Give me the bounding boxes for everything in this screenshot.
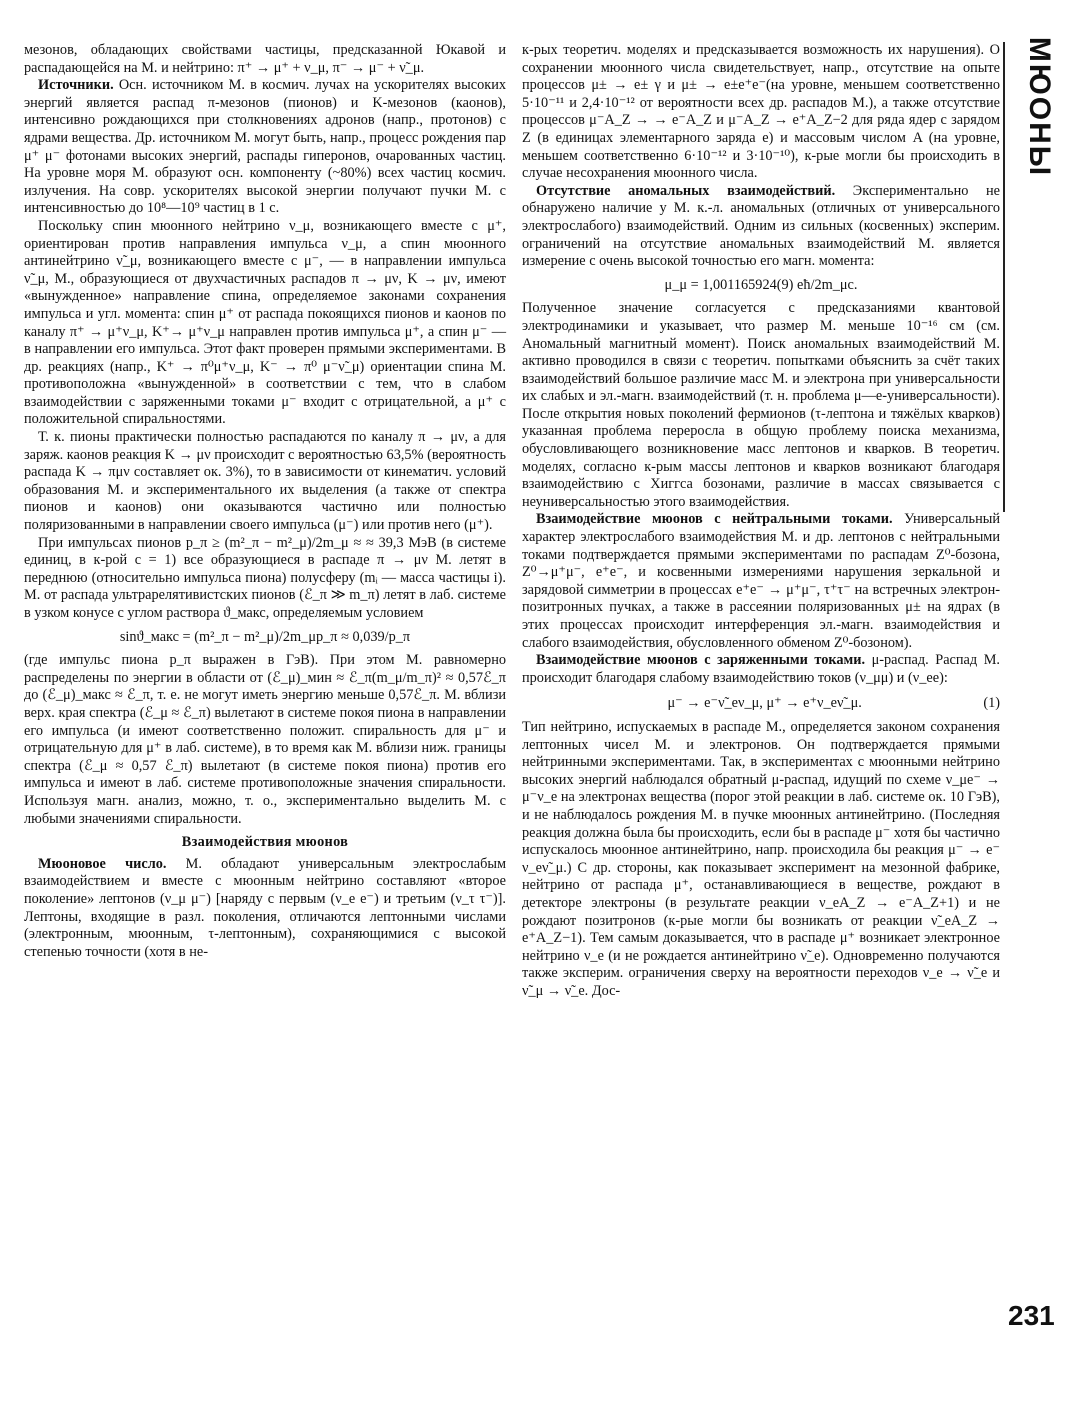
text-sources: Осн. источником М. в космич. лучах на ускорителях высоких энергий является распад π-мезонов (пионов) и K-мезонов (каонов), интенсивно рождающихся при столкновениях адронов (напр., протонов) с ядрами вещества. Др. источником М. могут быть, напр., процесс рождения пар μ⁺ μ⁻ фотонами высоких энергий, распады гиперонов, очарованных частиц. На уровне моря М. образуют осн. компоненту (~80%) всех частиц космич. излучения. На совр. ускорителях высокой энергии получают пучки М. с интенсивностью до 10⁸—10⁹ частиц в 1 с. bbox=[24, 77, 506, 217]
formula-muon-decay-body: μ⁻ → e⁻ν̃_eν_μ, μ⁺ → e⁺ν_eν̃_μ. bbox=[667, 695, 862, 712]
paragraph-anomalous bbox=[522, 183, 1000, 271]
heading-muon-number: Мюоновое число. bbox=[38, 855, 167, 872]
paragraph-sources bbox=[24, 77, 506, 218]
paragraph-pion-momenta: При импульсах пионов p_π ≥ (m²_π − m²_μ)/2m_μ ≈ ≈ 39,3 МэВ (в системе единиц, в к-рой c = 1) все образующиеся в распаде π → μν М. летят в переднюю (относительно импульса пиона) полусферу (mᵢ — масса частицы i). М. от распада ультрарелятивистских пионов (ℰ_π ≫ m_π) летят в лаб. системе в узком конусе с углом раствора ϑ_макс, определяемым условием bbox=[24, 534, 506, 621]
paragraph-qed-agreement: Полученное значение согласуется с предсказаниями квантовой электродинамики и указывает, что размер М. меньше 10⁻¹⁶ см (см. Аномальный магнитный момент). Поиск аномальных взаимодействий М. активно проводился в связи с теоретич. попытками объяснить за счёт таких взаимодействий большое различие масс М. и электрона при универсальности их слабых и эл.-магн. взаимодействий (т. н. проблема μ—e-универсальности). После открытия новых поколений фермионов (τ-лептона и тяжёлых кварков) указанная проблема переросла в общую проблему поиска механизма, обусловливающего возникновение масс лептонов и кварков. В теоретич. моделях, согласно к-рым массы лептонов и кварков возникают благодаря взаимодействию с Хиггса бозонами, различие в массах связывается с неуниверсальностью этого взаимодействия. bbox=[522, 300, 1000, 510]
left-column bbox=[24, 42, 506, 961]
paragraph-neutrino-type: Тип нейтрино, испускаемых в распаде М., определяется законом сохранения лептонных чисел М. и электронов. Он подтверждается прямыми нейтринными экспериментами. Так, в экспериментах с мюонными нейтрино высоких энергий наблюдался обратный μ-распад, идущий по схеме ν_μe⁻ → μ⁻ν_e на электронах вещества (порог этой реакции в лаб. системе ок. 10 ГэВ), и не наблюдалось рождения М. в пучке мюонных антинейтрино. (Последняя реакция должна была бы происходить, если бы в распаде μ⁻ хотя бы частично испускалось мюонное антинейтрино, напр. происходила бы реакция μ⁻ → e⁻ ν_eν̃_μ.) С др. стороны, как показывает эксперимент на мезонной фабрике, нейтрино от распада μ⁺, останавливающиеся в веществе, рождают в детекторе электроны (в результате реакции ν_eA_Z → e⁻A_Z+1) и не рождают позитронов (к-рые могли бы возникать от реакции ν̃_eA_Z → e⁺A_Z−1). Тем самым доказывается, что в распаде μ⁺ возникает электронное нейтрино ν_e (и не рождается антинейтрино ν̃_e). Одновременно получаются также эксперим. ограничения сверху на вероятности переходов ν_e → ν̃_e и ν̃_μ → ν̃_e. Дос- bbox=[522, 718, 1000, 999]
paragraph-neutral-currents bbox=[522, 511, 1000, 652]
running-head bbox=[1012, 36, 1066, 178]
page-number: 231 bbox=[1008, 1300, 1055, 1331]
paragraph-spin: Поскольку спин мюонного нейтрино ν_μ, возникающего вместе с μ⁺, ориентирован против направления импульса ν_μ, а спин мюонного антинейтрино ν̃_μ, возникающего вместе с μ⁻, — в направлении импульса ν̃_μ, М., образующиеся от двухчастичных распадов π → μν, K → μν, имеют «вынужденное» направление спина, определяемое законами сохранения импульса и угл. момента: спин μ⁺ от распада покоящихся пионов и каонов по каналу π⁺ → μ⁺ν_μ, K⁺→ μ⁺ν_μ направлен против импульса μ⁺, а спин μ⁻ — в направлении его импульса. Этот факт проверен прямыми экспериментами. В др. реакциях (напр., K⁺ → π⁰μ⁺ν_μ, K⁻ → π⁰ μ⁻ν̃_μ) ориентации спина М. противоположна «вынужденной» в соответствии с тем, что в слабом взаимодействии с заряженными токами μ⁻ входит с отрицательной, а μ⁺ с положительной спиральностями. bbox=[24, 217, 506, 428]
running-head-text: МЮОНЫ bbox=[1023, 36, 1056, 178]
text-charged-currents: μ-распад. Распад М. происходит благодаря слабому взаимодействию токов (ν_μμ) и (ν_ee): bbox=[522, 652, 1000, 686]
heading-charged-currents: Взаимодействие мюонов с заряженными токами. bbox=[536, 652, 866, 669]
paragraph-muon-number bbox=[24, 856, 506, 962]
margin-rule bbox=[1003, 42, 1005, 512]
text-neutral-currents: Универсальный характер электрослабого взаимодействия М. и др. лептонов с нейтральными токами подтверждается прямыми экспериментами по распадам Z⁰-бозона, Z⁰→μ⁺μ⁻, e⁺e⁻, и косвенными измерениями нарушения зеркальной и зарядовой симметрии в процессах e⁺e⁻ → μ⁺μ⁻, τ⁺τ⁻ на встречных электрон-позитронных пучках, а также в рассеянии поляризованных μ± на ядрах (в этих процессах происходит интерференция эл.-магн. взаимодействия и слабого взаимодействия, обусловленного обменом Z⁰-бозоном). bbox=[522, 511, 1000, 651]
formula-muon-decay bbox=[522, 695, 1000, 713]
heading-sources: Источники. bbox=[38, 77, 114, 94]
paragraph-pion-decay: мезонов, обладающих свойствами частицы, предсказанной Юкавой и распадающейся на М. и нейтрино: π⁺ → μ⁺ + ν_μ, π⁻ → μ⁻ + ν̃_μ. bbox=[24, 42, 506, 76]
paragraph-energy-distribution: (где импульс пиона p_π выражен в ГэВ). При этом М. равномерно распределены по энергии в области от (ℰ_μ)_мин ≈ ℰ_π(m_μ/m_π)² ≈ 0,57ℰ_π до (ℰ_μ)_макс ≈ ℰ_π, т. е. не могут иметь энергию меньше 0,57ℰ_π. М. вблизи верх. края спектра (ℰ_μ ≈ ℰ_π) вылетают в системе покоя пиона в направлении его импульса (и имеют соответственно положит. спиральность для μ⁻ и отрицательную для μ⁺ в лаб. системе), в то время как М. вблизи ниж. границы спектра (ℰ_μ ≈ 0,57 ℰ_π) вылетают (в системе покоя пиона) против его импульса и имеют в лаб. системе противоположные значения спиральности. Используя магн. анализ, можно, т. о., экспериментально выделить М. с любыми значениями спиральности. bbox=[24, 652, 506, 827]
section-heading-interactions: Взаимодействия мюонов bbox=[181, 834, 349, 851]
paragraph-polarization: Т. к. пионы практически полностью распадаются по каналу π → μν, а для заряж. каонов реакция K → μν происходит с вероятностью 63,5% (вероятность распада K → πμν составляет ок. 3%), то в зависимости от кинематич. условий образования М. и экспериментального их выделения (а также от спектра пионов и каонов) они оказываются частично или полностью поляризованными в направлении своего импульса (μ⁻) или против него (μ⁺). bbox=[24, 429, 506, 534]
formula-cone-angle: sinϑ_макс = (m²_π − m²_μ)/2m_μp_π ≈ 0,039/p_π bbox=[119, 628, 411, 645]
heading-neutral-currents: Взаимодействие мюонов с нейтральными токами. bbox=[536, 511, 893, 528]
text-muon-number: М. обладают универсальным электрослабым взаимодействием и вместе с мюонным нейтрино составляют «второе поколение» лептонов (ν_μ μ⁻) [наряду с первым (ν_e e⁻) и третьим (ν_τ τ⁻)]. Лептоны, входящие в разл. поколения, отличаются лептонными числами (электронным, мюонным, τ-лептонным), сохраняющимися с высокой степенью точности (хотя в не- bbox=[24, 855, 506, 960]
text-anomalous: Экспериментально не обнаружено наличие у М. к.-л. аномальных (отличных от универсального электрослабого) взаимодействий. Одним из сильных (косвенных) эксперим. ограничений на отсутствие аномальных взаимодействий М. является измерение с очень высокой точностью его магн. момента: bbox=[522, 182, 1000, 270]
formula-number: (1) bbox=[983, 695, 1000, 712]
paragraph-muon-number-conservation: к-рых теоретич. моделях и предсказывается возможность их нарушения). О сохранении мюонного числа свидетельствует, напр., отсутствие на опыте процессов μ± → e± γ и μ± → e±e⁺e⁻(на уровне, меньшем соответственно 5·10⁻¹¹ и 2,4·10⁻¹² от вероятности всех др. распадов М.), а также отсутствие процессов μ⁻A_Z → → e⁻A_Z и μ⁻A_Z → e⁺A_Z−2 для ряда ядер с зарядом Z (в единицах элементарного заряда e) и массовым числом A (на уровне, меньшем соответственно 6·10⁻¹² и 3·10⁻¹⁰), к-рые могли бы происходить в случае несохранения мюонного числа. bbox=[522, 42, 1000, 182]
right-column bbox=[522, 42, 1000, 1000]
formula-magnetic-moment: μ_μ = 1,001165924(9) eħ/2m_μc. bbox=[664, 276, 858, 293]
paragraph-charged-currents bbox=[522, 652, 1000, 687]
heading-anomalous: Отсутствие аномальных взаимодействий. bbox=[536, 182, 836, 199]
